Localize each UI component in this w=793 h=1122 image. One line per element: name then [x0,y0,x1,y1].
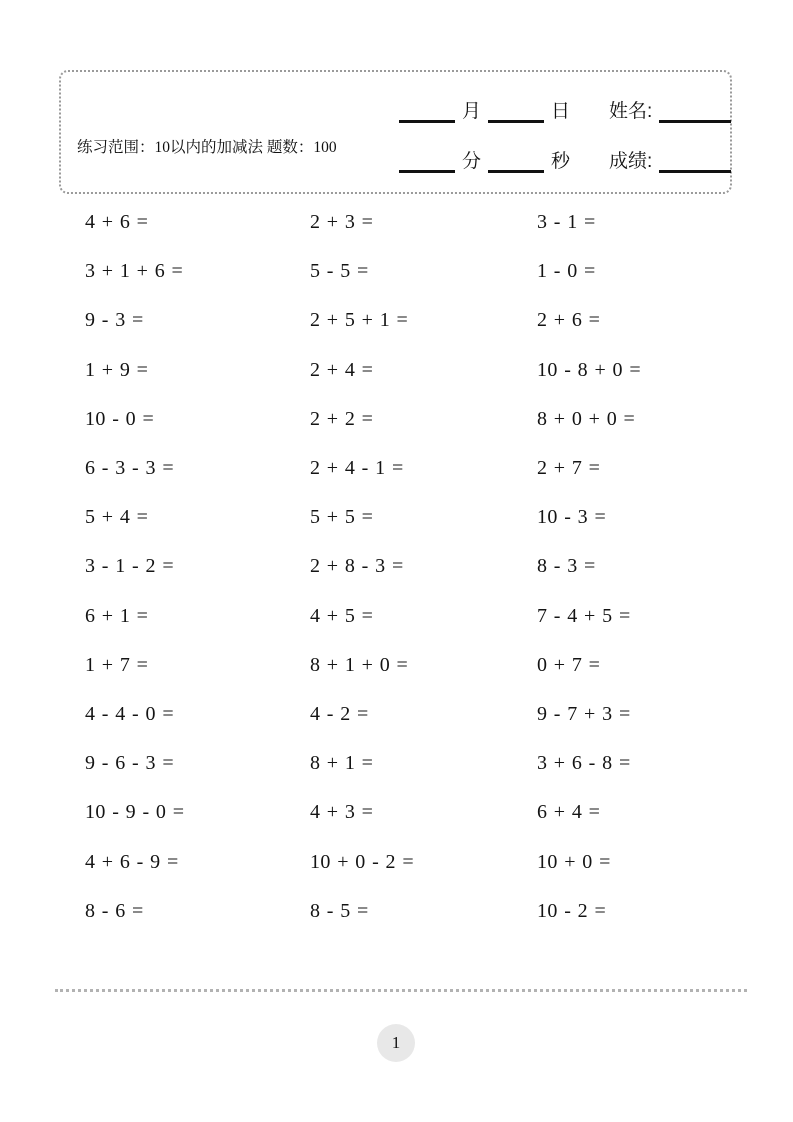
problem: 3 - 1 = [537,211,596,234]
problem: 2 + 4 = [310,358,374,381]
date-name-row [399,100,731,123]
problem: 2 + 8 - 3 = [310,555,404,578]
problem: 8 + 0 + 0 = [537,407,636,430]
problem: 8 + 1 = [310,752,374,775]
problem: 10 + 0 = [537,850,611,873]
problem: 3 + 1 + 6 = [85,260,184,283]
problem: 4 + 3 = [310,801,374,824]
problem: 10 - 8 + 0 = [537,358,642,381]
problem: 2 + 6 = [537,309,601,332]
problem: 3 - 1 - 2 = [85,555,174,578]
month-label: 月 [462,101,482,123]
footer-dotted-divider [55,989,747,992]
problem: 8 - 6 = [85,899,144,922]
problem: 4 + 6 - 9 = [85,850,179,873]
second-blank-line [488,150,544,173]
problem: 8 - 3 = [537,555,596,578]
problem: 1 + 9 = [85,358,149,381]
practice-range-text: 练习范围：10以内的加减法 题数：100 [77,139,337,156]
time-score-row [399,150,731,173]
problem: 1 + 7 = [85,653,149,676]
problem: 3 + 6 - 8 = [537,752,631,775]
problem: 10 - 9 - 0 = [85,801,185,824]
problem: 9 - 7 + 3 = [537,702,631,725]
problems-grid [85,198,793,936]
problem: 6 + 4 = [537,801,601,824]
problem: 5 - 5 = [310,260,369,283]
problem: 7 - 4 + 5 = [537,604,631,627]
problem: 2 + 2 = [310,407,374,430]
problem: 10 - 0 = [85,407,155,430]
second-label: 秒 [551,151,571,173]
name-label: 姓名: [609,101,653,123]
problem: 10 - 2 = [537,899,607,922]
day-blank-line [488,100,544,123]
problem: 1 - 0 = [537,260,596,283]
problem: 2 + 4 - 1 = [310,457,404,480]
problem: 9 - 3 = [85,309,144,332]
month-blank-line [399,100,455,123]
problem: 4 + 6 = [85,211,149,234]
problem: 9 - 6 - 3 = [85,752,174,775]
name-blank-line [659,100,731,123]
problem: 8 - 5 = [310,899,369,922]
problem: 4 + 5 = [310,604,374,627]
minute-label: 分 [462,151,482,173]
problem: 0 + 7 = [537,653,601,676]
problem: 5 + 5 = [310,506,374,529]
problem: 10 - 3 = [537,506,607,529]
problem: 10 + 0 - 2 = [310,850,415,873]
page-number-badge [377,1024,415,1062]
header-info-box [59,70,732,194]
problem: 6 - 3 - 3 = [85,457,174,480]
score-label: 成绩: [609,151,653,173]
problem: 4 - 2 = [310,702,369,725]
problem: 2 + 3 = [310,211,374,234]
page-number: 1 [391,1033,401,1052]
problem: 2 + 7 = [537,457,601,480]
problem: 5 + 4 = [85,506,149,529]
minute-blank-line [399,150,455,173]
problem: 6 + 1 = [85,604,149,627]
day-label: 日 [551,101,571,123]
problem: 4 - 4 - 0 = [85,702,174,725]
problem: 8 + 1 + 0 = [310,653,409,676]
score-blank-line [659,150,731,173]
problem: 2 + 5 + 1 = [310,309,409,332]
